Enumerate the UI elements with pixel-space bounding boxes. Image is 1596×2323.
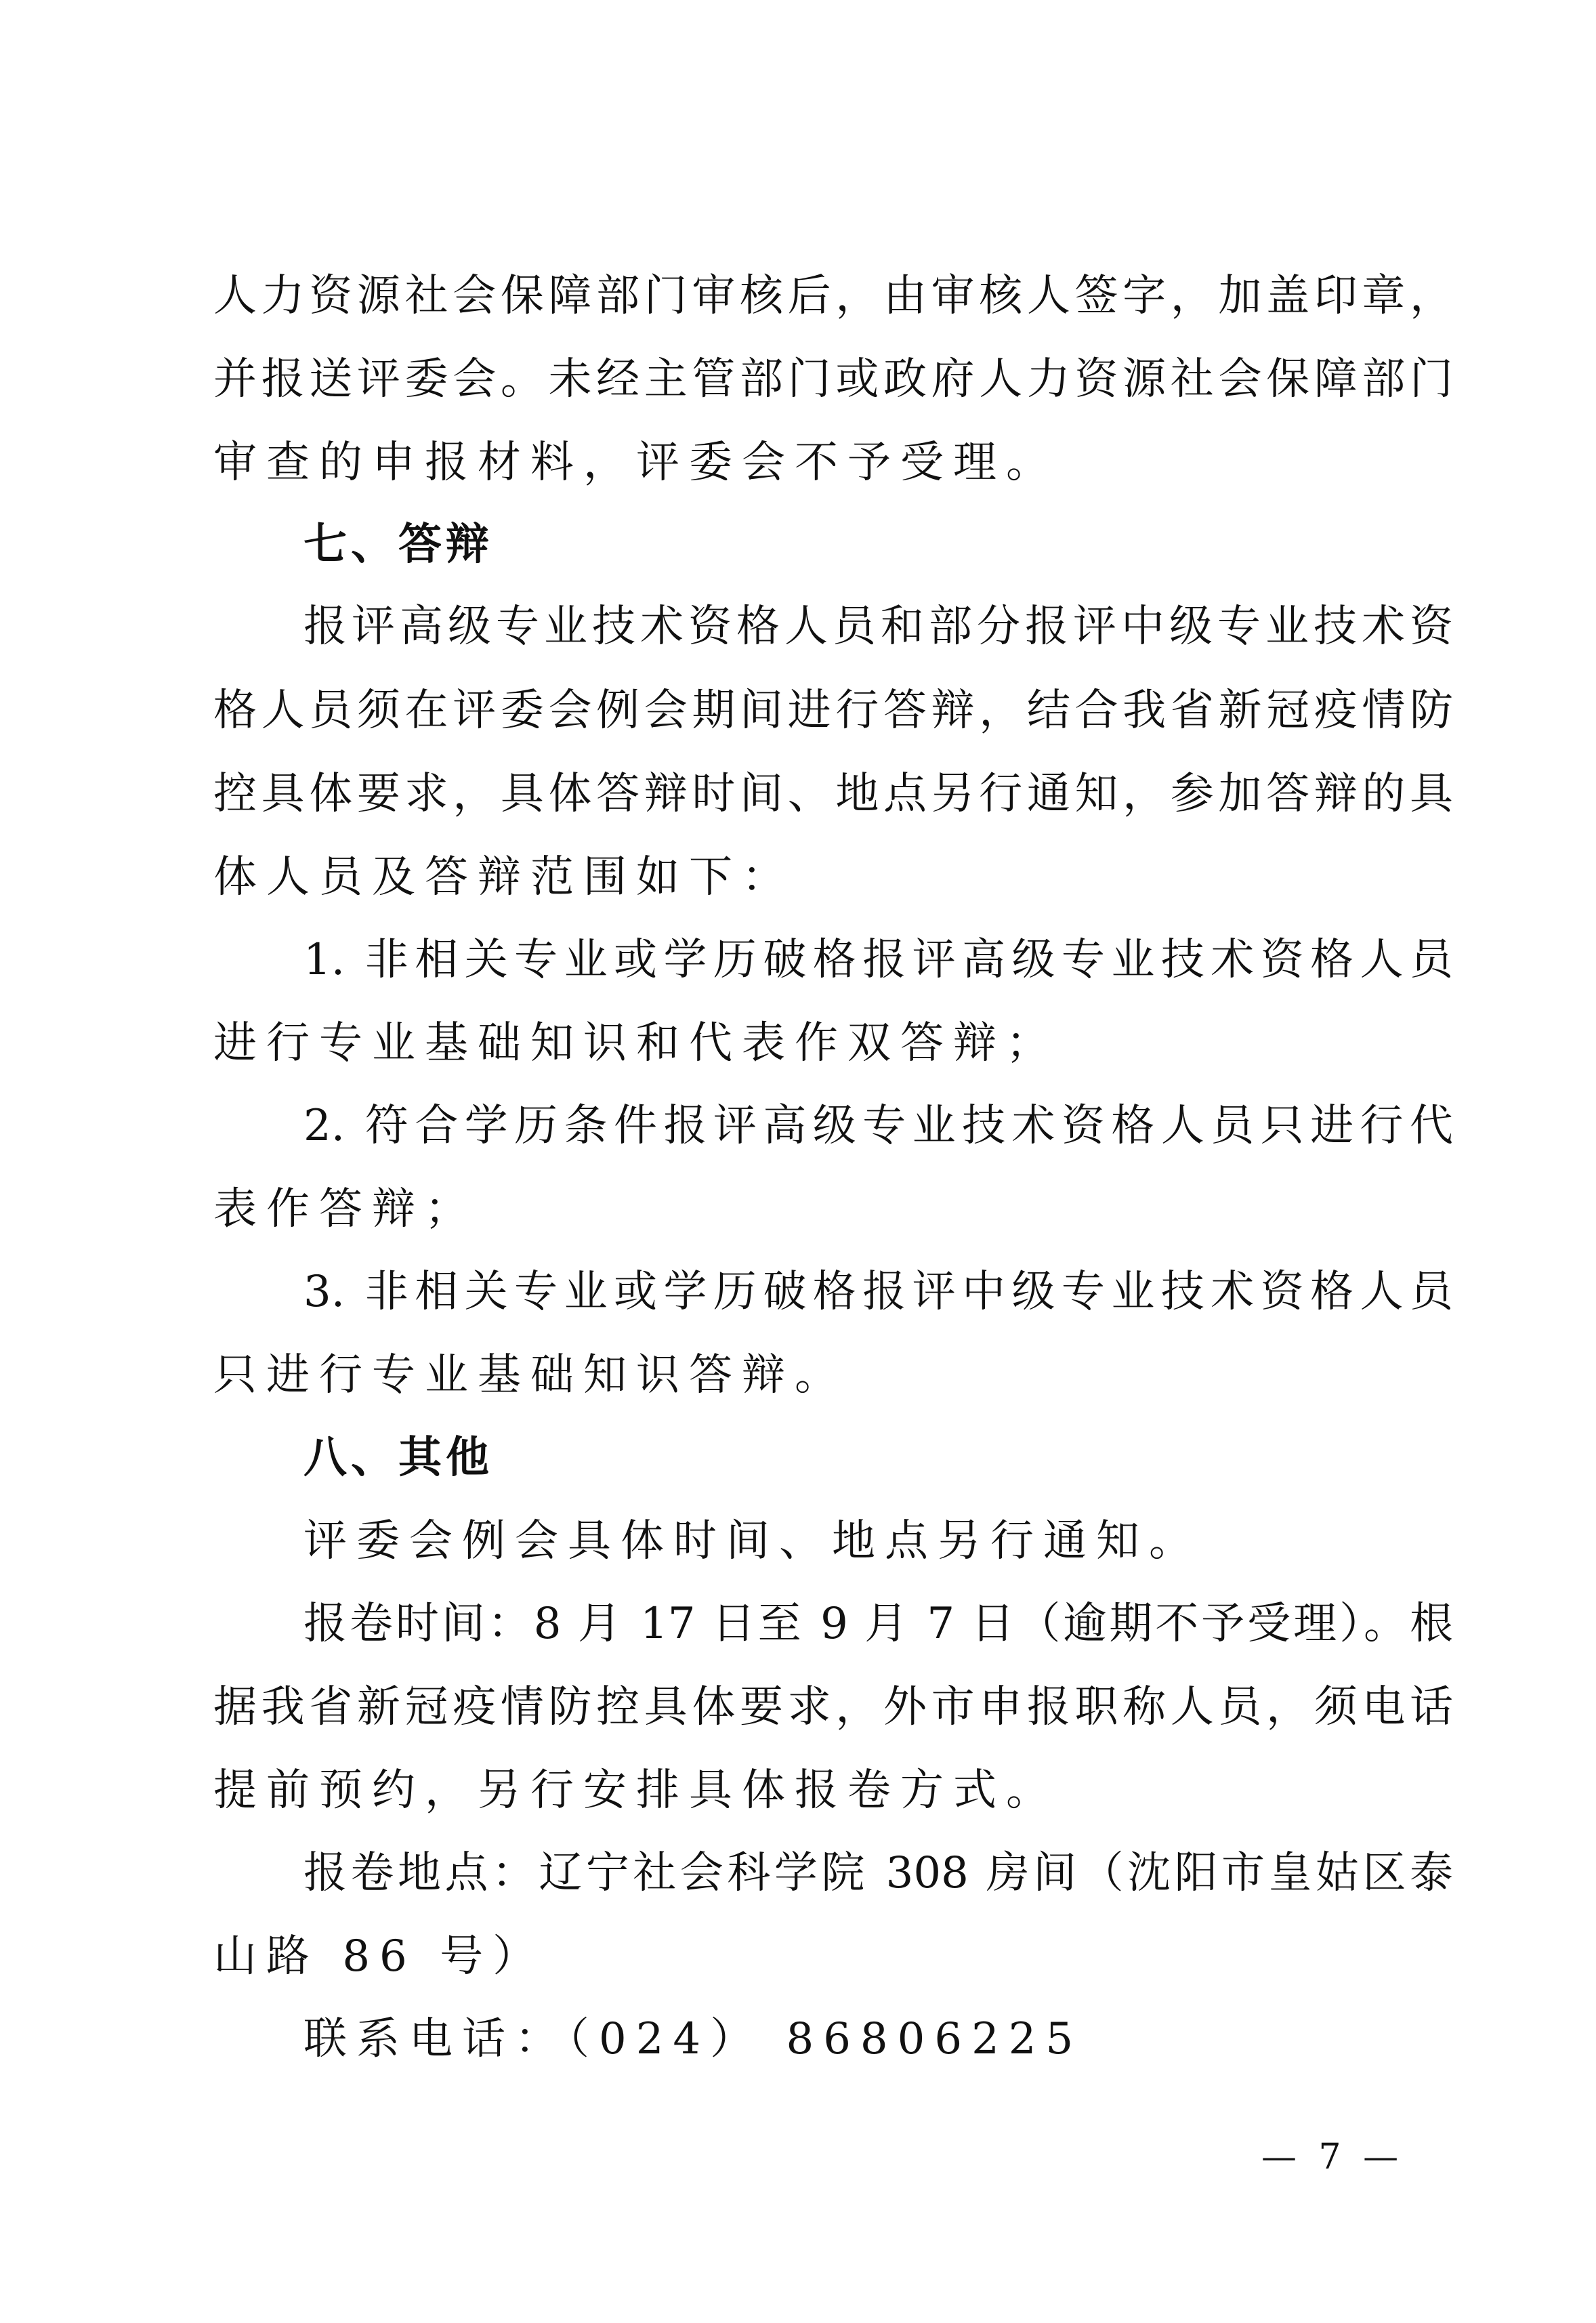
section-heading-defense: 七、答辩 xyxy=(303,520,493,570)
section-heading-other: 八、其他 xyxy=(303,1433,493,1483)
paragraph-line: 格人员须在评委会例会期间进行答辩，结合我省新冠疫情防 xyxy=(213,686,1453,736)
paragraph-line: 控具体要求，具体答辩时间、地点另行通知，参加答辩的具 xyxy=(213,769,1453,819)
page-number: — 7 — xyxy=(1261,2137,1404,2177)
list-item-line: 进行专业基础知识和代表作双答辩； xyxy=(213,1018,1059,1068)
paragraph-line: 评委会例会具体时间、地点另行通知。 xyxy=(303,1516,1202,1566)
paragraph-line: 报评高级专业技术资格人员和部分报评中级专业技术资 xyxy=(303,602,1453,652)
paragraph-line: 审查的申报材料，评委会不予受理。 xyxy=(213,438,1059,488)
list-item-line: 只进行专业基础知识答辩。 xyxy=(213,1350,847,1400)
list-item-line: 3. 非相关专业或学历破格报评中级专业技术资格人员 xyxy=(303,1267,1453,1317)
paragraph-line: 提前预约，另行安排具体报卷方式。 xyxy=(213,1765,1059,1816)
list-item-line: 表作答辩； xyxy=(213,1184,478,1234)
paragraph-line: 报卷时间：8 月 17 日至 9 月 7 日（逾期不予受理）。根 xyxy=(303,1599,1453,1649)
paragraph-line: 体人员及答辩范围如下： xyxy=(213,852,795,902)
list-item-line: 1. 非相关专业或学历破格报评高级专业技术资格人员 xyxy=(303,935,1453,985)
list-item-line: 2. 符合学历条件报评高级专业技术资格人员只进行代 xyxy=(303,1101,1453,1151)
paragraph-line: 报卷地点：辽宁社会科学院 308 房间（沈阳市皇姑区泰 xyxy=(303,1848,1453,1898)
contact-phone-line: 联系电话：（024） 86806225 xyxy=(303,2014,1083,2064)
paragraph-line: 山路 86 号） xyxy=(213,1931,546,1982)
paragraph-line: 并报送评委会。未经主管部门或政府人力资源社会保障部门 xyxy=(213,354,1453,404)
paragraph-line: 人力资源社会保障部门审核后，由审核人签字，加盖印章， xyxy=(213,271,1453,321)
paragraph-line: 据我省新冠疫情防控具体要求，外市申报职称人员，须电话 xyxy=(213,1682,1453,1732)
